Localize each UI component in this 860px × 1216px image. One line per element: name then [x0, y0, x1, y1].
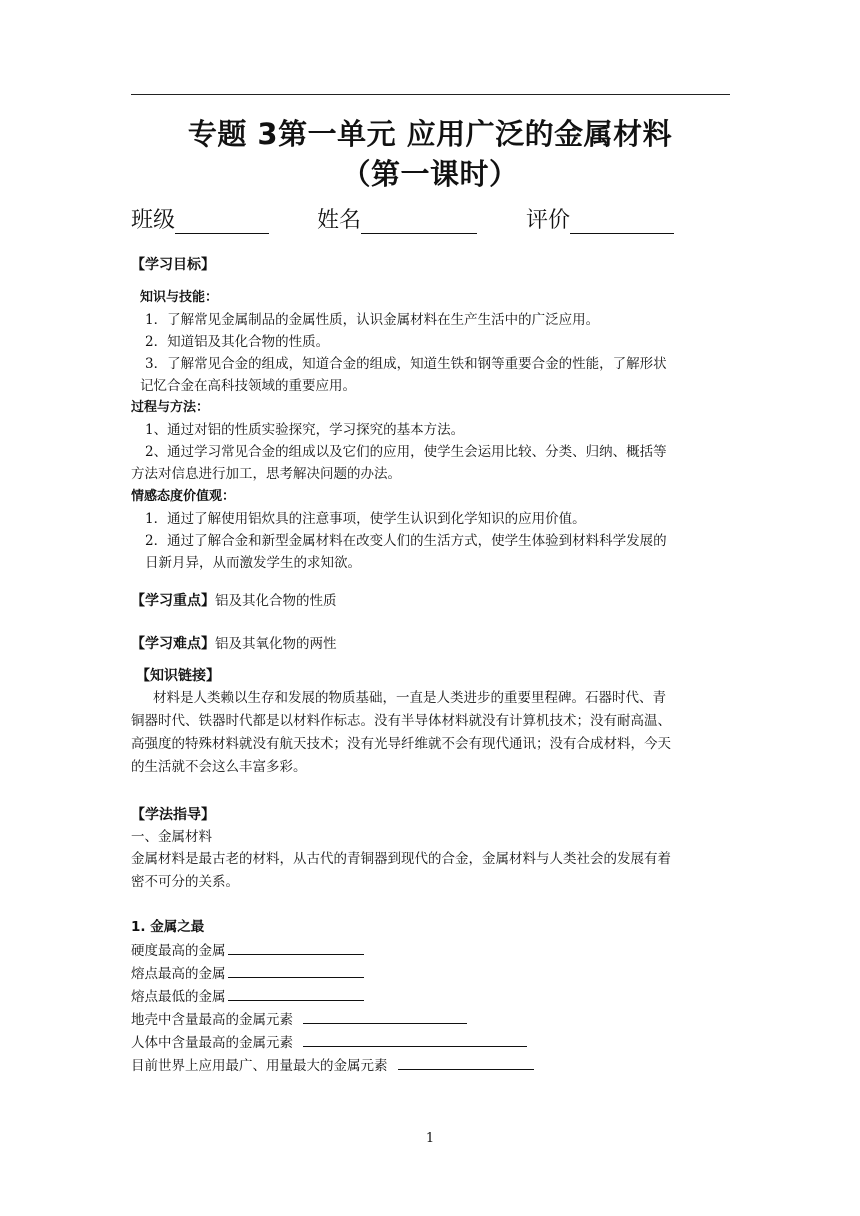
process-item-2-cont: 方法对信息进行加工，思考解决问题的办法。	[131, 466, 401, 482]
link-heading: 【知识链接】	[136, 668, 220, 684]
evaluation-label: 评价	[526, 208, 571, 233]
answer-blank[interactable]	[228, 939, 364, 955]
process-item-1: 1、通过对铝的性质实验探究，学习探究的基本方法。	[145, 422, 465, 438]
knowledge-item-3-cont: 记忆合金在高科技领域的重要应用。	[140, 378, 356, 394]
question-label: 地壳中含量最高的金属元素	[131, 1012, 293, 1028]
link-paragraph-line-2: 铜器时代、铁器时代都是以材料作标志。没有半导体材料就没有计算机技术；没有耐高温、	[131, 713, 671, 729]
metals-heading	[131, 916, 731, 938]
student-info-line	[131, 203, 731, 237]
metal-question-most-used	[131, 1054, 534, 1077]
metal-question-lowest-melting	[131, 985, 364, 1008]
emotion-item-1: 1．通过了解使用铝炊具的注意事项，使学生认识到化学知识的应用价值。	[145, 511, 586, 527]
guide-section-title: 一、金属材料	[131, 829, 212, 845]
name-label: 姓名	[317, 208, 362, 233]
goals-heading: 【学习目标】	[131, 257, 215, 273]
metal-question-human-body	[131, 1031, 527, 1054]
key-point	[131, 590, 731, 612]
evaluation-blank[interactable]	[570, 207, 674, 234]
key-point-label: 【学习重点】	[131, 593, 215, 609]
knowledge-item-2: 2．知道铝及其化合物的性质。	[145, 334, 330, 350]
question-label: 熔点最低的金属	[131, 989, 226, 1005]
link-paragraph-line-4: 的生活就不会这么丰富多彩。	[131, 759, 307, 775]
metal-question-crust	[131, 1008, 467, 1031]
class-blank[interactable]	[175, 207, 269, 234]
difficult-point-label: 【学习难点】	[131, 636, 215, 652]
emotion-item-2-cont: 日新月异，从而激发学生的求知欲。	[145, 555, 361, 571]
page-number: 1	[425, 1131, 435, 1146]
page-title: 专题 3第一单元 应用广泛的金属材料	[187, 117, 673, 151]
knowledge-heading: 知识与技能：	[140, 290, 219, 305]
key-point-text: 铝及其化合物的性质	[215, 593, 337, 609]
answer-blank[interactable]	[228, 962, 364, 978]
answer-blank[interactable]	[303, 1031, 527, 1047]
knowledge-item-1: 1．了解常见金属制品的金属性质，认识金属材料在生产生活中的广泛应用。	[145, 312, 600, 328]
name-blank[interactable]	[361, 207, 477, 234]
question-label: 人体中含量最高的金属元素	[131, 1035, 293, 1051]
metal-question-hardest	[131, 939, 364, 962]
process-heading: 过程与方法：	[131, 400, 210, 415]
metals-heading-number: 1	[131, 919, 141, 935]
guide-heading: 【学法指导】	[131, 807, 215, 823]
process-item-2: 2、通过学习常见合金的组成以及它们的应用，使学生会运用比较、分类、归纳、概括等	[145, 444, 667, 460]
question-label: 目前世界上应用最广、用量最大的金属元素	[131, 1058, 388, 1074]
answer-blank[interactable]	[398, 1054, 534, 1070]
question-label: 熔点最高的金属	[131, 966, 226, 982]
class-field[interactable]	[131, 203, 269, 234]
metals-heading-text: . 金属之最	[140, 919, 205, 935]
evaluation-field[interactable]	[526, 203, 674, 234]
guide-paragraph-line-2: 密不可分的关系。	[131, 874, 239, 890]
class-label: 班级	[131, 208, 176, 233]
link-paragraph-line-3: 高强度的特殊材料就没有航天技术；没有光导纤维就不会有现代通讯；没有合成材料，今天	[131, 736, 671, 752]
emotion-heading: 情感态度价值观：	[131, 489, 236, 504]
answer-blank[interactable]	[303, 1008, 467, 1024]
name-field[interactable]	[317, 203, 477, 234]
page-subtitle: （第一课时）	[341, 157, 519, 191]
difficult-point	[131, 633, 731, 655]
metal-question-highest-melting	[131, 962, 364, 985]
emotion-item-2: 2．通过了解合金和新型金属材料在改变人们的生活方式，使学生体验到材料科学发展的	[145, 533, 667, 549]
question-label: 硬度最高的金属	[131, 943, 226, 959]
header-rule	[131, 94, 730, 95]
answer-blank[interactable]	[228, 985, 364, 1001]
difficult-point-text: 铝及其氧化物的两性	[215, 636, 337, 652]
knowledge-item-3: 3．了解常见合金的组成，知道合金的组成，知道生铁和钢等重要合金的性能，了解形状	[145, 356, 667, 372]
guide-paragraph-line-1: 金属材料是最古老的材料，从古代的青铜器到现代的合金，金属材料与人类社会的发展有着	[131, 851, 671, 867]
link-paragraph-line-1: 材料是人类赖以生存和发展的物质基础，一直是人类进步的重要里程碑。石器时代、青	[153, 690, 666, 706]
